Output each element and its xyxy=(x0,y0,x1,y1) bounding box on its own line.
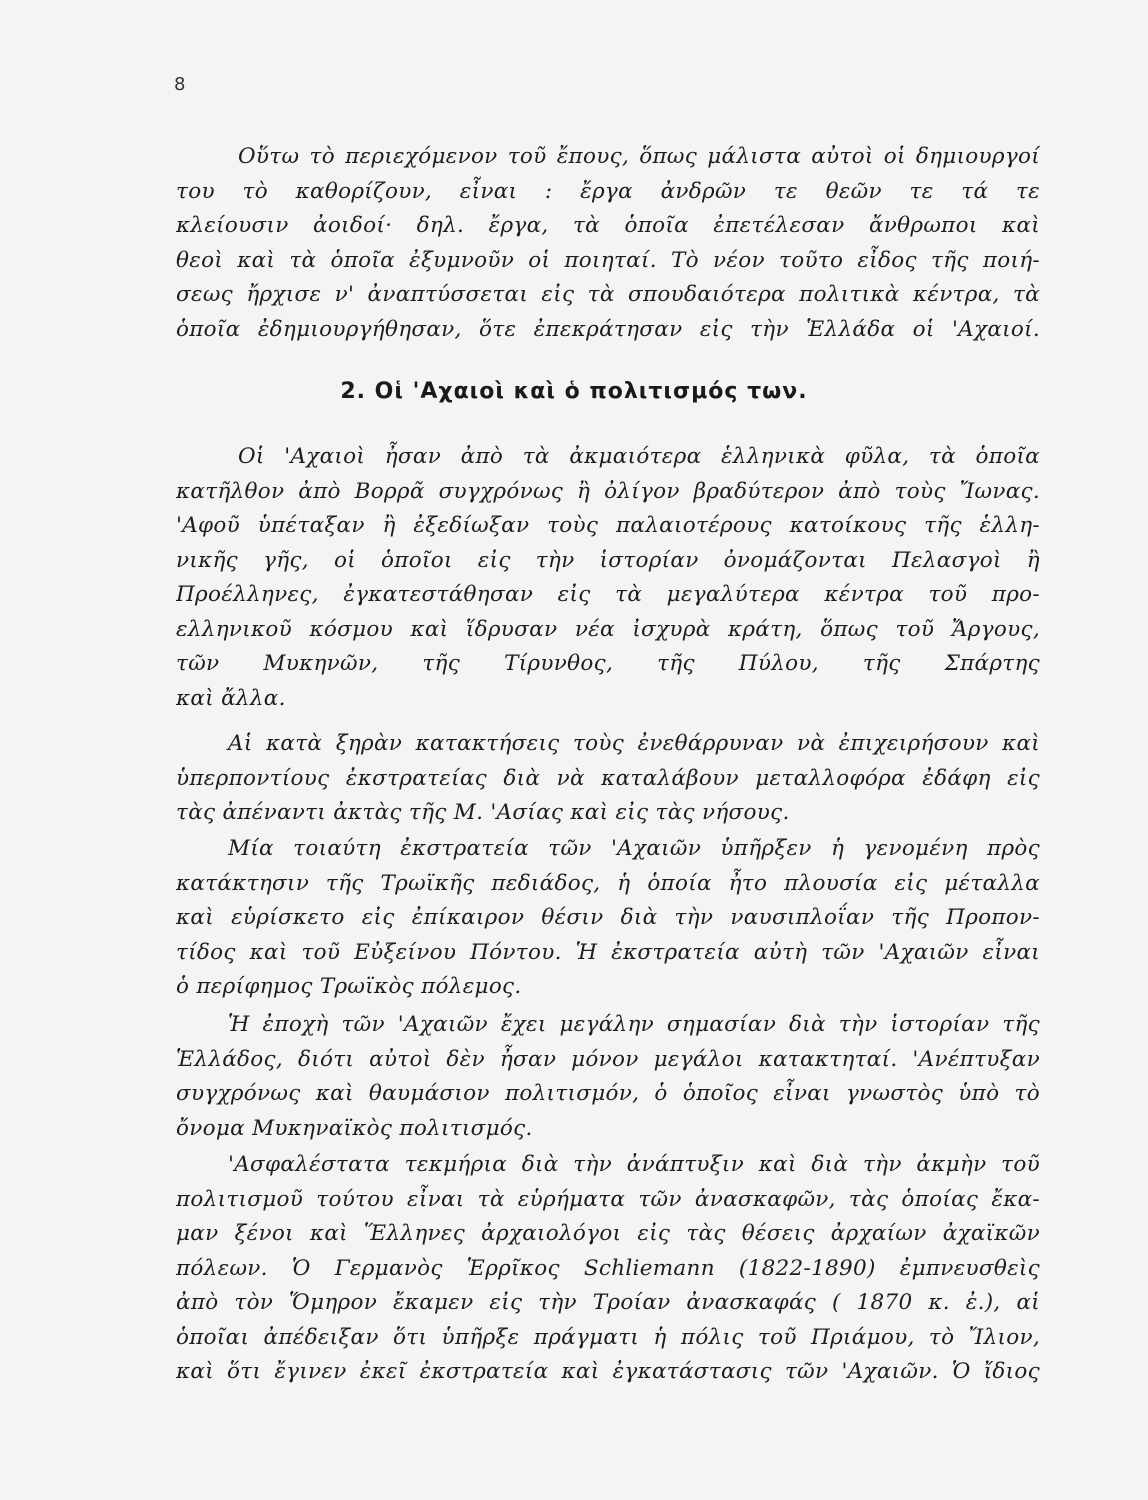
text-line: κατάκτησιν τῆς Τρωϊκῆς πεδιάδος, ἡ ὁποία ἦτο πλουσία εἰς μέταλλα xyxy=(176,870,1040,896)
paragraph-achaeans-origin xyxy=(176,440,1040,716)
text-line: ἀπὸ τὸν Ὅμηρον ἔκαμεν εἰς τὴν Τροίαν ἀνασκαφάς ( 1870 κ. ἐ.), αἱ xyxy=(176,1290,1040,1315)
text-line: θεοὶ καὶ τὰ ὁποῖα ἐξυμνοῦν οἱ ποιηταί. Τὸ νέον τοῦτο εἶδος τῆς ποιή- xyxy=(176,247,1040,273)
text-line: πόλεων. Ὁ Γερμανὸς Ἑρρῖκος Schliemann (1822-1890) ἐμπνευσθεὶς xyxy=(176,1255,1040,1281)
text-line: ὁποῖαι ἀπέδειξαν ὅτι ὑπῆρξε πράγματι ἡ πόλις τοῦ Πριάμου, τὸ Ἴλιον, xyxy=(176,1324,1040,1350)
text-line: ὁ περίφημος Τρωϊκὸς πόλεμος. xyxy=(176,974,522,999)
text-line: Αἱ κατὰ ξηρὰν κατακτήσεις τοὺς ἐνεθάρρυναν νὰ ἐπιχειρήσουν καὶ xyxy=(228,731,1040,756)
text-line: κλείουσιν ἀοιδοί· δηλ. ἔργα, τὰ ὁποῖα ἐπετέλεσαν ἄνθρωποι καὶ xyxy=(176,213,1040,238)
text-line: κατῆλθον ἀπὸ Βορρᾶ συγχρόνως ἢ ὀλίγον βραδύτερον ἀπὸ τοὺς Ἴωνας. xyxy=(176,478,1040,504)
text-line: Ἑλλάδος, διότι αὐτοὶ δὲν ἦσαν μόνον μεγάλοι κατακτηταί. 'Ανέπτυξαν xyxy=(176,1046,1040,1072)
paragraph-conquests xyxy=(176,727,1040,831)
text-line: ὑπερποντίους ἐκστρατείας διὰ νὰ καταλάβουν μεταλλοφόρα ἐδάφη εἰς xyxy=(176,765,1040,791)
text-line: συγχρόνως καὶ θαυμάσιον πολιτισμόν, ὁ ὁποῖος εἶναι γνωστὸς ὑπὸ τὸ xyxy=(176,1081,1040,1106)
text-line: Προέλληνες, ἐγκατεστάθησαν εἰς τὰ μεγαλύτερα κέντρα τοῦ προ- xyxy=(176,582,1040,607)
text-line: τὰς ἀπέναντι ἀκτὰς τῆς Μ. 'Ασίας καὶ εἰς τὰς νήσους. xyxy=(176,800,790,825)
text-line: πολιτισμοῦ τούτου εἶναι τὰ εὑρήματα τῶν ἀνασκαφῶν, τὰς ὁποίας ἔκα- xyxy=(176,1186,1040,1212)
text-line: Ἡ ἐποχὴ τῶν 'Αχαιῶν ἔχει μεγάλην σημασίαν διὰ τὴν ἱστορίαν τῆς xyxy=(228,1012,1040,1037)
text-line: τίδος καὶ τοῦ Εὐξείνου Πόντου. Ἡ ἐκστρατεία αὐτὴ τῶν 'Αχαιῶν εἶναι xyxy=(176,939,1040,965)
text-line: μαν ξένοι καὶ Ἕλληνες ἀρχαιολόγοι εἰς τὰς θέσεις ἀρχαίων ἀχαϊκῶν xyxy=(176,1221,1040,1246)
text-line: ὄνομα Μυκηναϊκὸς πολιτισμός. xyxy=(176,1115,533,1141)
text-line: καὶ ἄλλα. xyxy=(176,685,286,711)
paragraph-achaean-era xyxy=(176,1008,1040,1146)
text-line: 'Ασφαλέστατα τεκμήρια διὰ τὴν ἀνάπτυξιν καὶ διὰ τὴν ἀκμὴν τοῦ xyxy=(228,1152,1040,1177)
text-line: ελληνικοῦ κόσμου καὶ ἵδρυσαν νέα ἰσχυρὰ κράτη, ὅπως τοῦ Ἄργους, xyxy=(176,616,1040,642)
section-heading: 2. Οἱ 'Αχαιοὶ καὶ ὁ πολιτισμός των. xyxy=(340,379,808,404)
text-line: του τὸ καθορίζουν, εἶναι : ἔργα ἀνδρῶν τε θεῶν τε τά τε xyxy=(176,178,1040,204)
text-line: Μία τοιαύτη ἐκστρατεία τῶν 'Αχαιῶν ὑπῆρξεν ἡ γενομένη πρὸς xyxy=(228,836,1040,861)
paragraph-trojan-war xyxy=(176,832,1040,1005)
text-line: τῶν Μυκηνῶν, τῆς Τίρυνθος, τῆς Πύλου, τῆς Σπάρτης xyxy=(176,651,1040,676)
text-line: νικῆς γῆς, οἱ ὁποῖοι εἰς τὴν ἱστορίαν ὀνομάζονται Πελασγοὶ ἢ xyxy=(176,547,1040,573)
text-line: καὶ ὅτι ἔγινεν ἐκεῖ ἐκστρατεία καὶ ἐγκατάστασις τῶν 'Αχαιῶν. Ὁ ἴδιος xyxy=(176,1359,1040,1384)
paragraph-excavations xyxy=(176,1148,1040,1390)
page-number: 8 xyxy=(174,74,186,95)
text-line: καὶ εὑρίσκετο εἰς ἐπίκαιρον θέσιν διὰ τὴν ναυσιπλοΐαν τῆς Προπον- xyxy=(176,905,1040,930)
text-line: Οἱ 'Αχαιοὶ ἦσαν ἀπὸ τὰ ἀκμαιότερα ἑλληνικὰ φῦλα, τὰ ὁποῖα xyxy=(238,444,1040,469)
text-line: 'Αφοῦ ὑπέταξαν ἢ ἐξεδίωξαν τοὺς παλαιοτέρους κατοίκους τῆς ἑλλη- xyxy=(176,513,1040,538)
text-line: ὁποῖα ἐδημιουργήθησαν, ὅτε ἐπεκράτησαν εἰς τὴν Ἑλλάδα οἱ 'Αχαιοί. xyxy=(176,316,1040,342)
text-line: σεως ἤρχισε ν' ἀναπτύσσεται εἰς τὰ σπουδαιότερα πολιτικὰ κέντρα, τὰ xyxy=(176,282,1040,307)
paragraph-epic-content xyxy=(176,140,1040,347)
text-line: Οὕτω τὸ περιεχόμενον τοῦ ἔπους, ὅπως μάλιστα αὐτοὶ οἱ δημιουργοί xyxy=(238,144,1040,169)
